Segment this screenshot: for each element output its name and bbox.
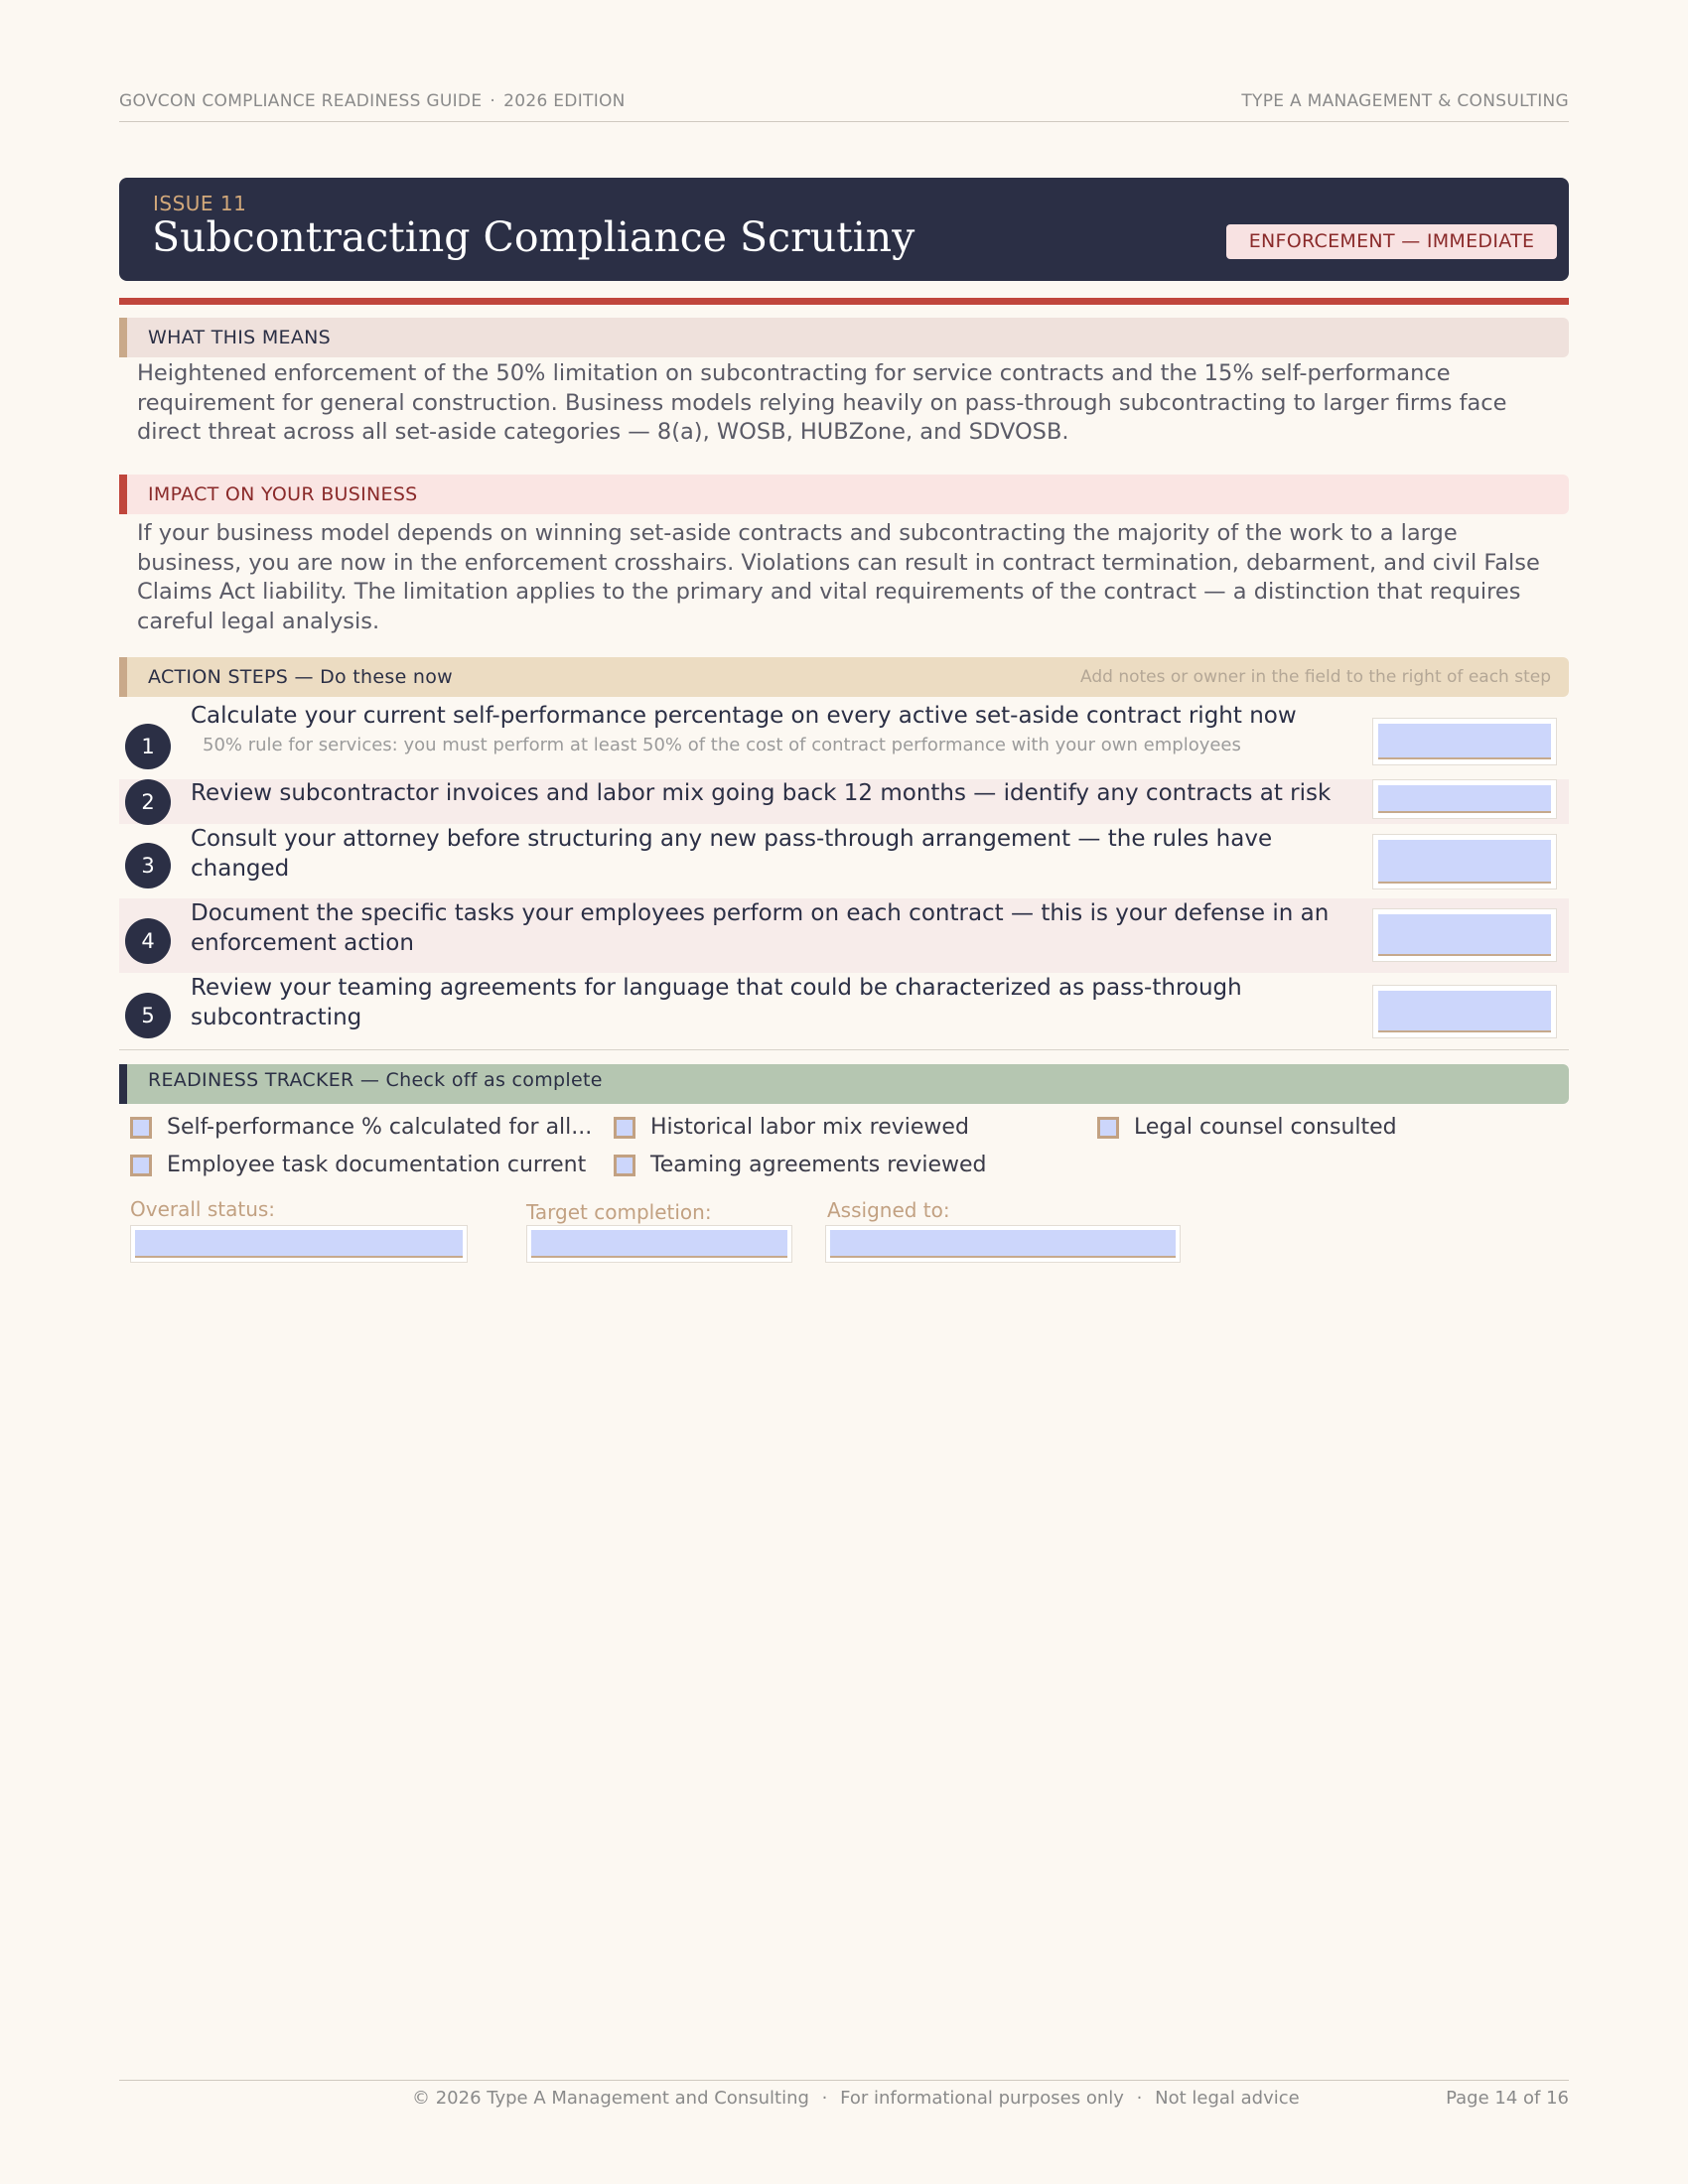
step-notes-field[interactable] [1372,718,1557,765]
header-separator: · [490,91,496,111]
tracker-item[interactable] [614,1115,969,1140]
footer-disclaimer [412,2088,1300,2109]
tracker-item-label: Self-performance % calculated for all... [167,1115,593,1140]
guide-title-group [119,91,626,111]
footer-info: For informational purposes only [840,2088,1124,2109]
field-fill [1378,914,1551,956]
tracker-item[interactable] [130,1153,586,1177]
page-title: Subcontracting Compliance Scrutiny [152,213,915,261]
section-bar [119,1064,127,1104]
tracker-item[interactable] [1097,1115,1397,1140]
issue-number: ISSUE 11 [153,192,247,215]
field-fill [1378,785,1551,813]
step-notes-field[interactable] [1372,985,1557,1038]
footer-separator: · [1136,2088,1143,2109]
action-step [119,973,1569,1047]
tracker-item-label: Historical labor mix reviewed [650,1115,969,1140]
field-fill [1378,840,1551,884]
step-text: Review your teaming agreements for language that could be characterized as pass-through subcontracting [191,975,1242,1030]
impact-text: If your business model depends on winning set-aside contracts and subcontracting the majority of the work to a large business, you are now in the enforcement crosshairs. Violations can result in contract termination, debarment, and civil False Claims Act liability. The limitation applies to the primary and vital requirements of the contract — a distinction that requires careful legal analysis. [137,520,1540,634]
step-number: 1 [125,724,171,769]
step-notes-field[interactable] [1372,779,1557,819]
section-label: IMPACT ON YOUR BUSINESS [148,483,418,505]
step-text: Document the specific tasks your employees perform on each contract — this is your defense in an enforcement action [191,900,1330,956]
what-this-means-text: Heightened enforcement of the 50% limitation on subcontracting for service contracts and the 15% self-performance requirement for general construction. Business models relying heavily on pass-through subcontracting to larger firms face direct threat across all set-aside categories — 8(a), WOSB, HUBZone, and SDVOSB. [137,360,1507,445]
footer-legal: Not legal advice [1155,2088,1300,2109]
section-bar [119,475,127,514]
footer-copyright: © 2026 Type A Management and Consulting [412,2088,809,2109]
edition: 2026 EDITION [503,91,626,111]
action-steps-header [119,657,1569,697]
status-badge: ENFORCEMENT — IMMEDIATE [1226,224,1557,259]
step-text: Calculate your current self-performance percentage on every active set-aside contract right now [191,703,1297,729]
tracker-checkbox[interactable] [1097,1117,1119,1139]
page-number: Page 14 of 16 [1446,2088,1569,2109]
section-label: WHAT THIS MEANS [148,327,332,348]
accent-rule [119,298,1569,305]
field-fill [135,1230,463,1258]
footer-rule [119,2080,1569,2081]
tracker-item-label: Legal counsel consulted [1134,1115,1397,1140]
tracker-checkbox[interactable] [614,1155,635,1176]
step-number: 2 [125,779,171,825]
action-step [119,824,1569,898]
guide-title: GOVCON COMPLIANCE READINESS GUIDE [119,91,483,111]
step-notes-field[interactable] [1372,834,1557,889]
action-step [119,779,1569,824]
section-label: ACTION STEPS — Do these now [148,666,454,688]
overall-status-field[interactable] [130,1225,468,1263]
step-number: 3 [125,843,171,888]
assigned-to-field[interactable] [825,1225,1181,1263]
footer-separator: · [821,2088,828,2109]
section-bar [119,657,127,697]
target-completion-field[interactable] [526,1225,792,1263]
header-rule [119,121,1569,122]
field-fill [1378,724,1551,759]
target-completion-label: Target completion: [526,1200,712,1224]
overall-status-label: Overall status: [130,1197,276,1221]
company-name: TYPE A MANAGEMENT & CONSULTING [1241,91,1569,111]
step-text: Consult your attorney before structuring any new pass-through arrangement — the rules have changed [191,826,1273,882]
tracker-header [119,1064,1569,1104]
action-step [119,898,1569,973]
step-subtext: 50% rule for services: you must perform at least 50% of the cost of contract performance with your own employees [203,735,1241,755]
what-this-means-header [119,318,1569,357]
step-number: 4 [125,918,171,964]
tracker-checkbox[interactable] [130,1117,152,1139]
field-fill [1378,991,1551,1032]
action-step [119,700,1569,777]
step-notes-field[interactable] [1372,908,1557,962]
tracker-item-label: Employee task documentation current [167,1153,587,1177]
issue-banner [119,178,1569,281]
impact-header [119,475,1569,514]
section-bar [119,318,127,357]
tracker-item[interactable] [614,1153,987,1177]
steps-rule [119,1049,1569,1050]
assigned-to-label: Assigned to: [827,1198,950,1222]
tracker-checkbox[interactable] [130,1155,152,1176]
field-fill [531,1230,787,1258]
step-number: 5 [125,993,171,1038]
tracker-item-label: Teaming agreements reviewed [650,1153,987,1177]
tracker-checkbox[interactable] [614,1117,635,1139]
step-text: Review subcontractor invoices and labor mix going back 12 months — identify any contracts at risk [191,780,1332,806]
running-header [119,91,1569,111]
section-label: READINESS TRACKER — Check off as complete [148,1069,603,1091]
tracker-item[interactable] [130,1115,592,1140]
section-hint: Add notes or owner in the field to the right of each step [1080,667,1551,687]
field-fill [830,1230,1176,1258]
